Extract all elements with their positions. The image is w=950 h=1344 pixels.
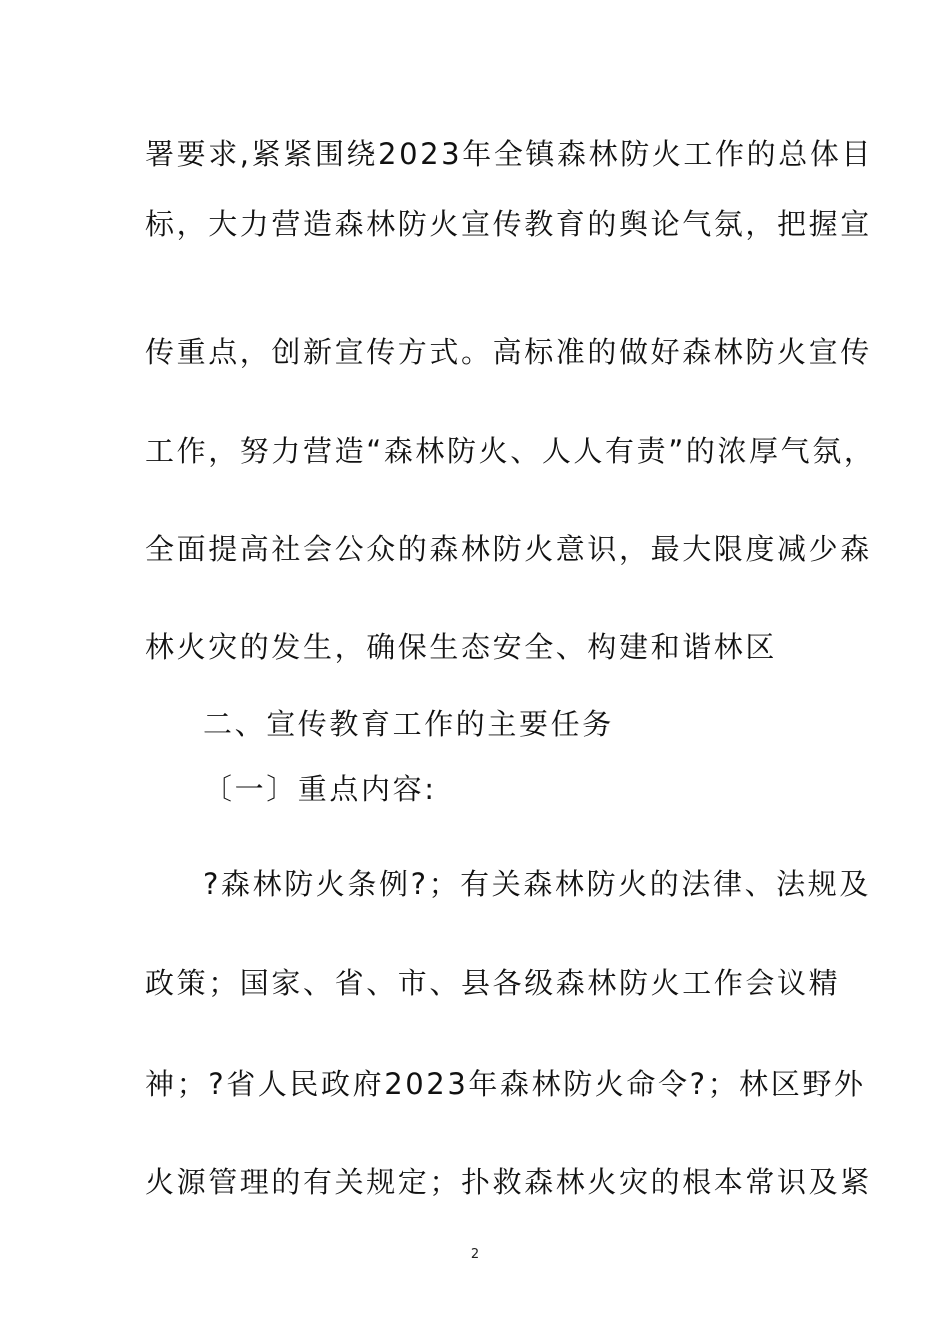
section-heading: 二、宣传教育工作的主要任务 bbox=[203, 707, 614, 741]
body-text-line: ?森林防火条例?；有关森林防火的法律、法规及 bbox=[203, 867, 871, 901]
body-text-line: 林火灾的发生，确保生态安全、构建和谐林区 bbox=[145, 630, 778, 664]
subsection-heading: 〔一〕重点内容: bbox=[203, 772, 437, 806]
body-text-line: 火源管理的有关规定；扑救森林火灾的根本常识及紧 bbox=[145, 1165, 872, 1199]
page-number: 2 bbox=[470, 1247, 480, 1262]
body-text-line: 神；?省人民政府2023年森林防火命令?；林区野外 bbox=[145, 1067, 866, 1101]
body-text-line: 全面提高社会公众的森林防火意识，最大限度减少森 bbox=[145, 532, 872, 566]
body-text-line: 署要求,紧紧围绕2023年全镇森林防火工作的总体目 bbox=[145, 137, 874, 171]
body-text-line: 标，大力营造森林防火宣传教育的舆论气氛，把握宣 bbox=[145, 207, 872, 241]
body-text-line: 政策；国家、省、市、县各级森林防火工作会议精 bbox=[145, 966, 841, 1000]
body-text-line: 工作，努力营造“森林防火、人人有责”的浓厚气氛， bbox=[145, 434, 876, 468]
body-text-line: 传重点，创新宣传方式。高标准的做好森林防火宣传 bbox=[145, 335, 872, 369]
